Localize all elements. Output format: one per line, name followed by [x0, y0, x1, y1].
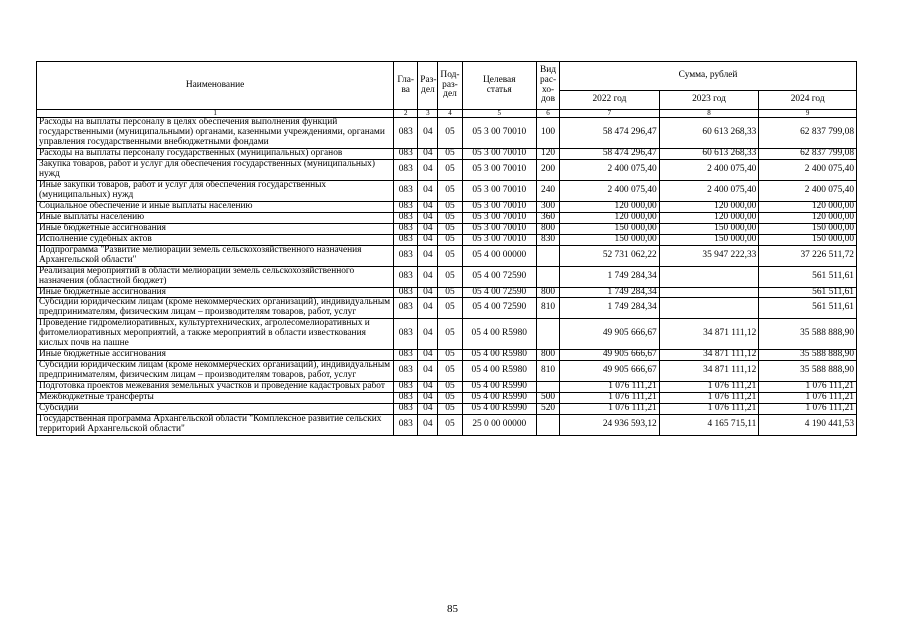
column-number: 5 [462, 110, 536, 118]
table-row [37, 404, 857, 415]
row-chapter: 083 [394, 382, 418, 393]
row-sum-2023: 150 000,00 [659, 223, 759, 234]
column-number: 7 [560, 110, 660, 118]
row-section: 04 [418, 180, 438, 201]
row-sum-2023: 1 076 111,21 [659, 382, 759, 393]
row-section: 04 [418, 212, 438, 223]
row-sum-2022: 120 000,00 [560, 212, 660, 223]
row-section: 04 [418, 298, 438, 319]
row-sum-2024: 120 000,00 [759, 212, 857, 223]
row-sum-2022: 1 076 111,21 [560, 393, 660, 404]
row-section: 04 [418, 404, 438, 415]
row-expense-type: 100 [536, 118, 559, 149]
row-section: 04 [418, 415, 438, 436]
column-number: 4 [438, 110, 462, 118]
row-expense-type: 200 [536, 159, 559, 180]
row-target-article: 05 4 00 R5990 [462, 382, 536, 393]
row-section: 04 [418, 382, 438, 393]
row-sum-2024: 150 000,00 [759, 234, 857, 245]
row-subsection: 05 [438, 350, 462, 361]
row-section: 04 [418, 287, 438, 298]
row-chapter: 083 [394, 234, 418, 245]
column-number: 1 [37, 110, 394, 118]
row-sum-2024: 1 076 111,21 [759, 382, 857, 393]
row-subsection: 05 [438, 245, 462, 266]
row-sum-2022: 120 000,00 [560, 201, 660, 212]
row-section: 04 [418, 159, 438, 180]
row-chapter: 083 [394, 393, 418, 404]
row-expense-type [536, 319, 559, 350]
row-name: Иные выплаты населению [37, 212, 394, 223]
row-sum-2024: 1 076 111,21 [759, 404, 857, 415]
row-sum-2023: 34 871 111,12 [659, 361, 759, 382]
row-sum-2023 [659, 266, 759, 287]
row-sum-2023: 60 613 268,33 [659, 118, 759, 149]
table-row [37, 118, 857, 149]
row-section: 04 [418, 350, 438, 361]
row-name: Социальное обеспечение и иные выплаты населению [37, 201, 394, 212]
table-row [37, 298, 857, 319]
row-sum-2022: 1 076 111,21 [560, 382, 660, 393]
row-chapter: 083 [394, 361, 418, 382]
row-expense-type: 830 [536, 234, 559, 245]
row-target-article: 05 4 00 R5990 [462, 393, 536, 404]
row-chapter: 083 [394, 266, 418, 287]
header-chapter: Гла- ва [394, 62, 418, 110]
row-sum-2023: 120 000,00 [659, 201, 759, 212]
row-sum-2022: 2 400 075,40 [560, 159, 660, 180]
row-sum-2023 [659, 298, 759, 319]
row-sum-2023: 4 165 715,11 [659, 415, 759, 436]
header-subsection: Под- раз- дел [438, 62, 462, 110]
table-row [37, 361, 857, 382]
row-section: 04 [418, 223, 438, 234]
row-sum-2023: 120 000,00 [659, 212, 759, 223]
row-chapter: 083 [394, 245, 418, 266]
table-row [37, 180, 857, 201]
header-name: Наименование [37, 62, 394, 110]
row-target-article: 05 3 00 70010 [462, 201, 536, 212]
row-target-article: 05 3 00 70010 [462, 223, 536, 234]
row-sum-2022: 1 749 284,34 [560, 287, 660, 298]
column-number: 3 [418, 110, 438, 118]
row-name: Иные бюджетные ассигнования [37, 223, 394, 234]
table-row [37, 245, 857, 266]
row-section: 04 [418, 234, 438, 245]
row-sum-2023: 2 400 075,40 [659, 159, 759, 180]
row-target-article: 05 4 00 72590 [462, 298, 536, 319]
row-subsection: 05 [438, 212, 462, 223]
row-sum-2024: 62 837 799,08 [759, 118, 857, 149]
column-number: 9 [759, 110, 857, 118]
row-sum-2023: 2 400 075,40 [659, 180, 759, 201]
row-expense-type [536, 382, 559, 393]
row-subsection: 05 [438, 223, 462, 234]
row-sum-2023 [659, 287, 759, 298]
row-expense-type: 800 [536, 350, 559, 361]
row-expense-type: 810 [536, 361, 559, 382]
row-target-article: 05 4 00 R5980 [462, 319, 536, 350]
row-sum-2024: 4 190 441,53 [759, 415, 857, 436]
row-subsection: 05 [438, 234, 462, 245]
row-name: Проведение гидромелиоративных, культуртехнических, агролесомелиоративных и фитомелиоративных мероприятий, а также мероприятий в области известкования кислых почв на пашне [37, 319, 394, 350]
table-row [37, 382, 857, 393]
table-row [37, 159, 857, 180]
row-target-article: 05 3 00 70010 [462, 234, 536, 245]
row-sum-2022: 58 474 296,47 [560, 118, 660, 149]
row-target-article: 05 4 00 R5980 [462, 350, 536, 361]
row-subsection: 05 [438, 319, 462, 350]
row-subsection: 05 [438, 382, 462, 393]
row-chapter: 083 [394, 159, 418, 180]
row-expense-type: 800 [536, 287, 559, 298]
table-row [37, 201, 857, 212]
row-chapter: 083 [394, 201, 418, 212]
row-target-article: 05 3 00 70010 [462, 118, 536, 149]
header-sum: Сумма, рублей [560, 62, 857, 91]
row-chapter: 083 [394, 148, 418, 159]
row-sum-2022: 150 000,00 [560, 234, 660, 245]
row-expense-type: 520 [536, 404, 559, 415]
row-sum-2022: 49 905 666,67 [560, 319, 660, 350]
row-expense-type: 360 [536, 212, 559, 223]
row-chapter: 083 [394, 319, 418, 350]
header-year-2024: 2024 год [759, 91, 857, 110]
header-year-2022: 2022 год [560, 91, 660, 110]
row-name: Подготовка проектов межевания земельных участков и проведение кадастровых работ [37, 382, 394, 393]
row-sum-2022: 52 731 062,22 [560, 245, 660, 266]
row-name: Субсидии юридическим лицам (кроме некоммерческих организаций), индивидуальным предпринимателям, физическим лицам – производителям товаров, работ, услуг [37, 298, 394, 319]
row-sum-2022: 49 905 666,67 [560, 350, 660, 361]
row-chapter: 083 [394, 415, 418, 436]
row-name: Подпрограмма "Развитие мелиорации земель сельскохозяйственного назначения Архангельской области" [37, 245, 394, 266]
row-target-article: 05 4 00 72590 [462, 287, 536, 298]
row-sum-2023: 150 000,00 [659, 234, 759, 245]
row-subsection: 05 [438, 404, 462, 415]
row-sum-2024: 2 400 075,40 [759, 180, 857, 201]
row-sum-2024: 35 588 888,90 [759, 319, 857, 350]
row-name: Реализация мероприятий в области мелиорации земель сельскохозяйственного назначения (областной бюджет) [37, 266, 394, 287]
row-sum-2024: 1 076 111,21 [759, 393, 857, 404]
row-sum-2024: 120 000,00 [759, 201, 857, 212]
header-year-2023: 2023 год [659, 91, 759, 110]
row-expense-type: 810 [536, 298, 559, 319]
row-name: Иные закупки товаров, работ и услуг для обеспечения государственных (муниципальных) нужд [37, 180, 394, 201]
row-sum-2023: 35 947 222,33 [659, 245, 759, 266]
budget-table [36, 61, 857, 436]
row-sum-2024: 561 511,61 [759, 298, 857, 319]
row-name: Расходы на выплаты персоналу в целях обеспечения выполнения функций государственными (муниципальными) органами, казенными учреждениями, органами управления государственными внебюджетными фондами [37, 118, 394, 149]
row-subsection: 05 [438, 180, 462, 201]
row-sum-2022: 1 749 284,34 [560, 298, 660, 319]
table-row [37, 212, 857, 223]
row-name: Расходы на выплаты персоналу государственных (муниципальных) органов [37, 148, 394, 159]
row-section: 04 [418, 393, 438, 404]
table-row [37, 415, 857, 436]
row-sum-2022: 24 936 593,12 [560, 415, 660, 436]
row-section: 04 [418, 319, 438, 350]
row-target-article: 05 3 00 70010 [462, 148, 536, 159]
row-sum-2022: 150 000,00 [560, 223, 660, 234]
row-name: Межбюджетные трансферты [37, 393, 394, 404]
row-sum-2024: 150 000,00 [759, 223, 857, 234]
row-name: Исполнение судебных актов [37, 234, 394, 245]
row-chapter: 083 [394, 223, 418, 234]
row-name: Иные бюджетные ассигнования [37, 350, 394, 361]
header-target: Целевая статья [462, 62, 536, 110]
row-section: 04 [418, 266, 438, 287]
row-chapter: 083 [394, 298, 418, 319]
row-expense-type [536, 266, 559, 287]
row-chapter: 083 [394, 180, 418, 201]
row-section: 04 [418, 118, 438, 149]
row-sum-2024: 561 511,61 [759, 266, 857, 287]
header-expense-type: Вид рас- хо- дов [536, 62, 559, 110]
row-sum-2023: 1 076 111,21 [659, 404, 759, 415]
row-section: 04 [418, 361, 438, 382]
row-section: 04 [418, 201, 438, 212]
row-chapter: 083 [394, 212, 418, 223]
row-subsection: 05 [438, 361, 462, 382]
row-target-article: 05 3 00 70010 [462, 180, 536, 201]
row-sum-2023: 34 871 111,12 [659, 350, 759, 361]
table-row [37, 266, 857, 287]
row-sum-2023: 1 076 111,21 [659, 393, 759, 404]
row-subsection: 05 [438, 415, 462, 436]
row-sum-2022: 58 474 296,47 [560, 148, 660, 159]
row-target-article: 05 3 00 70010 [462, 212, 536, 223]
table-body [37, 118, 857, 436]
row-expense-type: 300 [536, 201, 559, 212]
row-sum-2024: 2 400 075,40 [759, 159, 857, 180]
row-subsection: 05 [438, 266, 462, 287]
row-subsection: 05 [438, 148, 462, 159]
row-expense-type: 240 [536, 180, 559, 201]
table-row [37, 223, 857, 234]
row-sum-2024: 37 226 511,72 [759, 245, 857, 266]
row-target-article: 25 0 00 00000 [462, 415, 536, 436]
row-subsection: 05 [438, 118, 462, 149]
row-sum-2024: 35 588 888,90 [759, 361, 857, 382]
row-target-article: 05 4 00 R5980 [462, 361, 536, 382]
row-expense-type [536, 245, 559, 266]
row-name: Субсидии [37, 404, 394, 415]
row-expense-type [536, 415, 559, 436]
table-row [37, 393, 857, 404]
row-sum-2022: 49 905 666,67 [560, 361, 660, 382]
row-sum-2024: 35 588 888,90 [759, 350, 857, 361]
row-sum-2024: 561 511,61 [759, 287, 857, 298]
row-target-article: 05 3 00 70010 [462, 159, 536, 180]
row-subsection: 05 [438, 393, 462, 404]
row-sum-2022: 1 749 284,34 [560, 266, 660, 287]
row-subsection: 05 [438, 201, 462, 212]
table-row [37, 234, 857, 245]
column-number: 6 [536, 110, 559, 118]
row-section: 04 [418, 148, 438, 159]
row-sum-2023: 34 871 111,12 [659, 319, 759, 350]
row-expense-type: 800 [536, 223, 559, 234]
row-target-article: 05 4 00 72590 [462, 266, 536, 287]
row-expense-type: 500 [536, 393, 559, 404]
row-subsection: 05 [438, 287, 462, 298]
row-sum-2022: 2 400 075,40 [560, 180, 660, 201]
row-section: 04 [418, 245, 438, 266]
row-name: Государственная программа Архангельской области "Комплексное развитие сельских территорий Архангельской области" [37, 415, 394, 436]
table-row [37, 148, 857, 159]
table-row [37, 319, 857, 350]
row-chapter: 083 [394, 287, 418, 298]
row-chapter: 083 [394, 118, 418, 149]
column-number: 8 [659, 110, 759, 118]
row-target-article: 05 4 00 00000 [462, 245, 536, 266]
row-chapter: 083 [394, 404, 418, 415]
row-chapter: 083 [394, 350, 418, 361]
row-sum-2024: 62 837 799,08 [759, 148, 857, 159]
row-subsection: 05 [438, 159, 462, 180]
row-sum-2022: 1 076 111,21 [560, 404, 660, 415]
row-name: Иные бюджетные ассигнования [37, 287, 394, 298]
column-number: 2 [394, 110, 418, 118]
row-name: Субсидии юридическим лицам (кроме некоммерческих организаций), индивидуальным предпринимателям, физическим лицам – производителям товаров, работ, услуг [37, 361, 394, 382]
row-name: Закупка товаров, работ и услуг для обеспечения государственных (муниципальных) нужд [37, 159, 394, 180]
page-number: 85 [447, 603, 458, 615]
row-expense-type: 120 [536, 148, 559, 159]
row-subsection: 05 [438, 298, 462, 319]
row-target-article: 05 4 00 R5990 [462, 404, 536, 415]
row-sum-2023: 60 613 268,33 [659, 148, 759, 159]
header-section: Раз- дел [418, 62, 438, 110]
